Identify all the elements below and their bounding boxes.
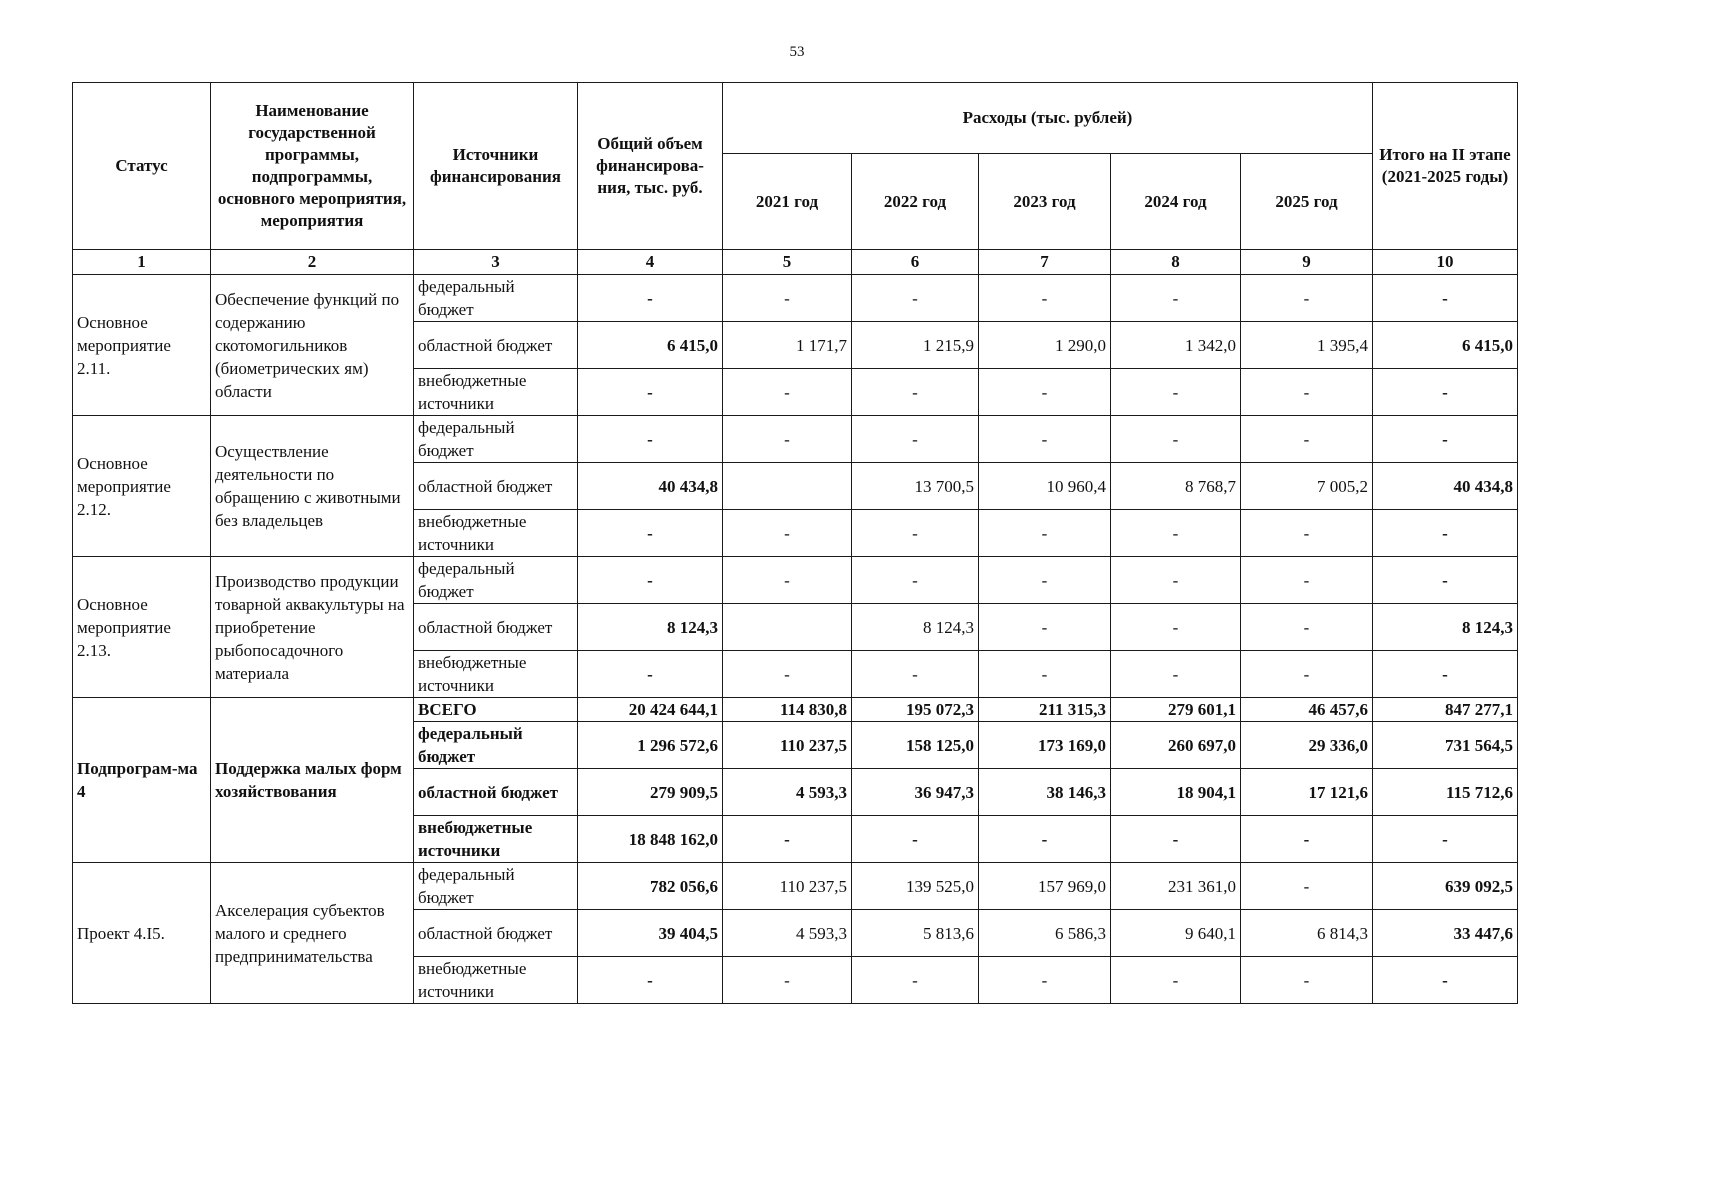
source-cell: внебюджетные источники [414,957,578,1004]
status-cell: Подпрограм-ма 4 [73,698,211,863]
year-2022-cell: - [852,510,979,557]
year-2023-cell: - [979,369,1111,416]
year-2023-cell: - [979,957,1111,1004]
year-2025-cell: - [1241,957,1373,1004]
year-2024-cell: - [1111,557,1241,604]
year-2023-cell: 1 290,0 [979,322,1111,369]
year-2024-cell: 231 361,0 [1111,863,1241,910]
table-body [73,275,1518,1004]
year-2025-cell: 7 005,2 [1241,463,1373,510]
total-cell: - [578,957,723,1004]
stage-total-cell: - [1373,557,1518,604]
year-2025-cell: 6 814,3 [1241,910,1373,957]
total-cell: - [578,557,723,604]
year-2025-cell: 17 121,6 [1241,769,1373,816]
source-cell: внебюджетные источники [414,510,578,557]
table-row [73,557,1518,604]
year-2025-cell: - [1241,863,1373,910]
header-year-2025: 2025 год [1241,154,1373,250]
year-2025-cell: - [1241,651,1373,698]
stage-total-cell: 40 434,8 [1373,463,1518,510]
total-cell: 782 056,6 [578,863,723,910]
year-2024-cell: 260 697,0 [1111,722,1241,769]
source-cell: внебюджетные источники [414,816,578,863]
year-2021-cell: - [723,275,852,322]
year-2021-cell: - [723,816,852,863]
year-2022-cell: - [852,275,979,322]
year-2024-cell: 9 640,1 [1111,910,1241,957]
year-2024-cell: - [1111,510,1241,557]
col-number: 10 [1373,250,1518,275]
stage-total-cell: 731 564,5 [1373,722,1518,769]
year-2022-cell: 5 813,6 [852,910,979,957]
year-2021-cell: - [723,416,852,463]
header-year-2024: 2024 год [1111,154,1241,250]
header-total: Общий объем финансирова-ния, тыс. руб. [578,83,723,250]
table-row [73,275,1518,322]
year-2025-cell: - [1241,557,1373,604]
stage-total-cell: 6 415,0 [1373,322,1518,369]
year-2025-cell: - [1241,816,1373,863]
year-2024-cell: - [1111,957,1241,1004]
col-number: 8 [1111,250,1241,275]
year-2025-cell: - [1241,369,1373,416]
page-number: 53 [789,44,805,60]
program-name-cell: Осуществление деятельности по обращению с животными без владельцев [211,416,414,557]
stage-total-cell: 639 092,5 [1373,863,1518,910]
year-2022-cell: 36 947,3 [852,769,979,816]
table-row [73,416,1518,463]
status-cell: Основное мероприятие 2.13. [73,557,211,698]
source-cell: областной бюджет [414,463,578,510]
year-2025-cell: 1 395,4 [1241,322,1373,369]
year-2021-cell: 1 171,7 [723,322,852,369]
year-2023-cell: - [979,651,1111,698]
year-2021-cell [723,463,852,510]
total-cell: 279 909,5 [578,769,723,816]
total-cell: 40 434,8 [578,463,723,510]
year-2021-cell [723,604,852,651]
source-cell: внебюджетные источники [414,651,578,698]
year-2023-cell: - [979,416,1111,463]
year-2025-cell: - [1241,275,1373,322]
total-cell: 18 848 162,0 [578,816,723,863]
program-name-cell: Поддержка малых форм хозяйствования [211,698,414,863]
year-2022-cell: 1 215,9 [852,322,979,369]
year-2024-cell: - [1111,816,1241,863]
col-number: 2 [211,250,414,275]
source-cell: областной бюджет [414,604,578,651]
year-2024-cell: - [1111,604,1241,651]
year-2023-cell: - [979,510,1111,557]
year-2024-cell: - [1111,651,1241,698]
total-cell: 1 296 572,6 [578,722,723,769]
total-cell: 8 124,3 [578,604,723,651]
stage-total-cell: - [1373,275,1518,322]
year-2022-cell: 8 124,3 [852,604,979,651]
year-2025-cell: 29 336,0 [1241,722,1373,769]
year-2021-cell: - [723,510,852,557]
year-2025-cell: 46 457,6 [1241,698,1373,722]
year-2022-cell: 195 072,3 [852,698,979,722]
source-cell: федеральный бюджет [414,863,578,910]
year-2025-cell: - [1241,510,1373,557]
header-year-2023: 2023 год [979,154,1111,250]
program-name-cell: Обеспечение функций по содержанию скотомогильников (биометрических ям) области [211,275,414,416]
year-2022-cell: 158 125,0 [852,722,979,769]
header-stage-total: Итого на II этапе (2021-2025 годы) [1373,83,1518,250]
header-name: Наименование государственной программы, подпрограммы, основного мероприятия, мероприятия [211,83,414,250]
table-row [73,698,1518,722]
header-year-2021: 2021 год [723,154,852,250]
total-cell: 6 415,0 [578,322,723,369]
year-2023-cell: 38 146,3 [979,769,1111,816]
year-2024-cell: - [1111,275,1241,322]
year-2023-cell: 211 315,3 [979,698,1111,722]
stage-total-cell: 115 712,6 [1373,769,1518,816]
col-number: 4 [578,250,723,275]
col-number: 5 [723,250,852,275]
year-2023-cell: 6 586,3 [979,910,1111,957]
year-2023-cell: 173 169,0 [979,722,1111,769]
header-year-2022: 2022 год [852,154,979,250]
year-2023-cell: - [979,816,1111,863]
year-2021-cell: 4 593,3 [723,769,852,816]
year-2021-cell: 110 237,5 [723,722,852,769]
stage-total-cell: - [1373,957,1518,1004]
program-name-cell: Акселерация субъектов малого и среднего предпринимательства [211,863,414,1004]
col-number: 6 [852,250,979,275]
stage-total-cell: - [1373,369,1518,416]
header-sources: Источники финансирования [414,83,578,250]
source-cell: ВСЕГО [414,698,578,722]
year-2021-cell: - [723,557,852,604]
year-2022-cell: 13 700,5 [852,463,979,510]
year-2022-cell: - [852,816,979,863]
year-2021-cell: 4 593,3 [723,910,852,957]
year-2022-cell: - [852,557,979,604]
col-number: 7 [979,250,1111,275]
year-2023-cell: - [979,557,1111,604]
source-cell: областной бюджет [414,322,578,369]
status-cell: Основное мероприятие 2.11. [73,275,211,416]
year-2023-cell: - [979,275,1111,322]
year-2021-cell: - [723,369,852,416]
status-cell: Основное мероприятие 2.12. [73,416,211,557]
source-cell: областной бюджет [414,769,578,816]
table-row [73,863,1518,910]
total-cell: - [578,416,723,463]
year-2024-cell: - [1111,369,1241,416]
source-cell: федеральный бюджет [414,416,578,463]
stage-total-cell: 33 447,6 [1373,910,1518,957]
total-cell: - [578,369,723,416]
year-2021-cell: - [723,957,852,1004]
header-status: Статус [73,83,211,250]
total-cell: - [578,275,723,322]
year-2023-cell: - [979,604,1111,651]
year-2024-cell: - [1111,416,1241,463]
stage-total-cell: - [1373,510,1518,557]
year-2022-cell: - [852,957,979,1004]
stage-total-cell: 847 277,1 [1373,698,1518,722]
stage-total-cell: - [1373,816,1518,863]
stage-total-cell: - [1373,651,1518,698]
col-number: 3 [414,250,578,275]
total-cell: - [578,651,723,698]
source-cell: областной бюджет [414,910,578,957]
source-cell: федеральный бюджет [414,722,578,769]
year-2024-cell: 8 768,7 [1111,463,1241,510]
year-2025-cell: - [1241,604,1373,651]
year-2022-cell: - [852,416,979,463]
program-name-cell: Производство продукции товарной аквакультуры на приобретение рыбопосадочного материала [211,557,414,698]
year-2022-cell: - [852,651,979,698]
stage-total-cell: - [1373,416,1518,463]
year-2023-cell: 157 969,0 [979,863,1111,910]
col-number: 9 [1241,250,1373,275]
year-2022-cell: 139 525,0 [852,863,979,910]
stage-total-cell: 8 124,3 [1373,604,1518,651]
financing-table [72,82,1518,1004]
source-cell: федеральный бюджет [414,275,578,322]
year-2024-cell: 18 904,1 [1111,769,1241,816]
total-cell: - [578,510,723,557]
year-2021-cell: - [723,651,852,698]
col-number: 1 [73,250,211,275]
year-2024-cell: 1 342,0 [1111,322,1241,369]
source-cell: федеральный бюджет [414,557,578,604]
header-expenses: Расходы (тыс. рублей) [723,83,1373,154]
year-2021-cell: 110 237,5 [723,863,852,910]
year-2024-cell: 279 601,1 [1111,698,1241,722]
year-2023-cell: 10 960,4 [979,463,1111,510]
status-cell: Проект 4.I5. [73,863,211,1004]
year-2022-cell: - [852,369,979,416]
year-2021-cell: 114 830,8 [723,698,852,722]
total-cell: 39 404,5 [578,910,723,957]
total-cell: 20 424 644,1 [578,698,723,722]
source-cell: внебюджетные источники [414,369,578,416]
year-2025-cell: - [1241,416,1373,463]
